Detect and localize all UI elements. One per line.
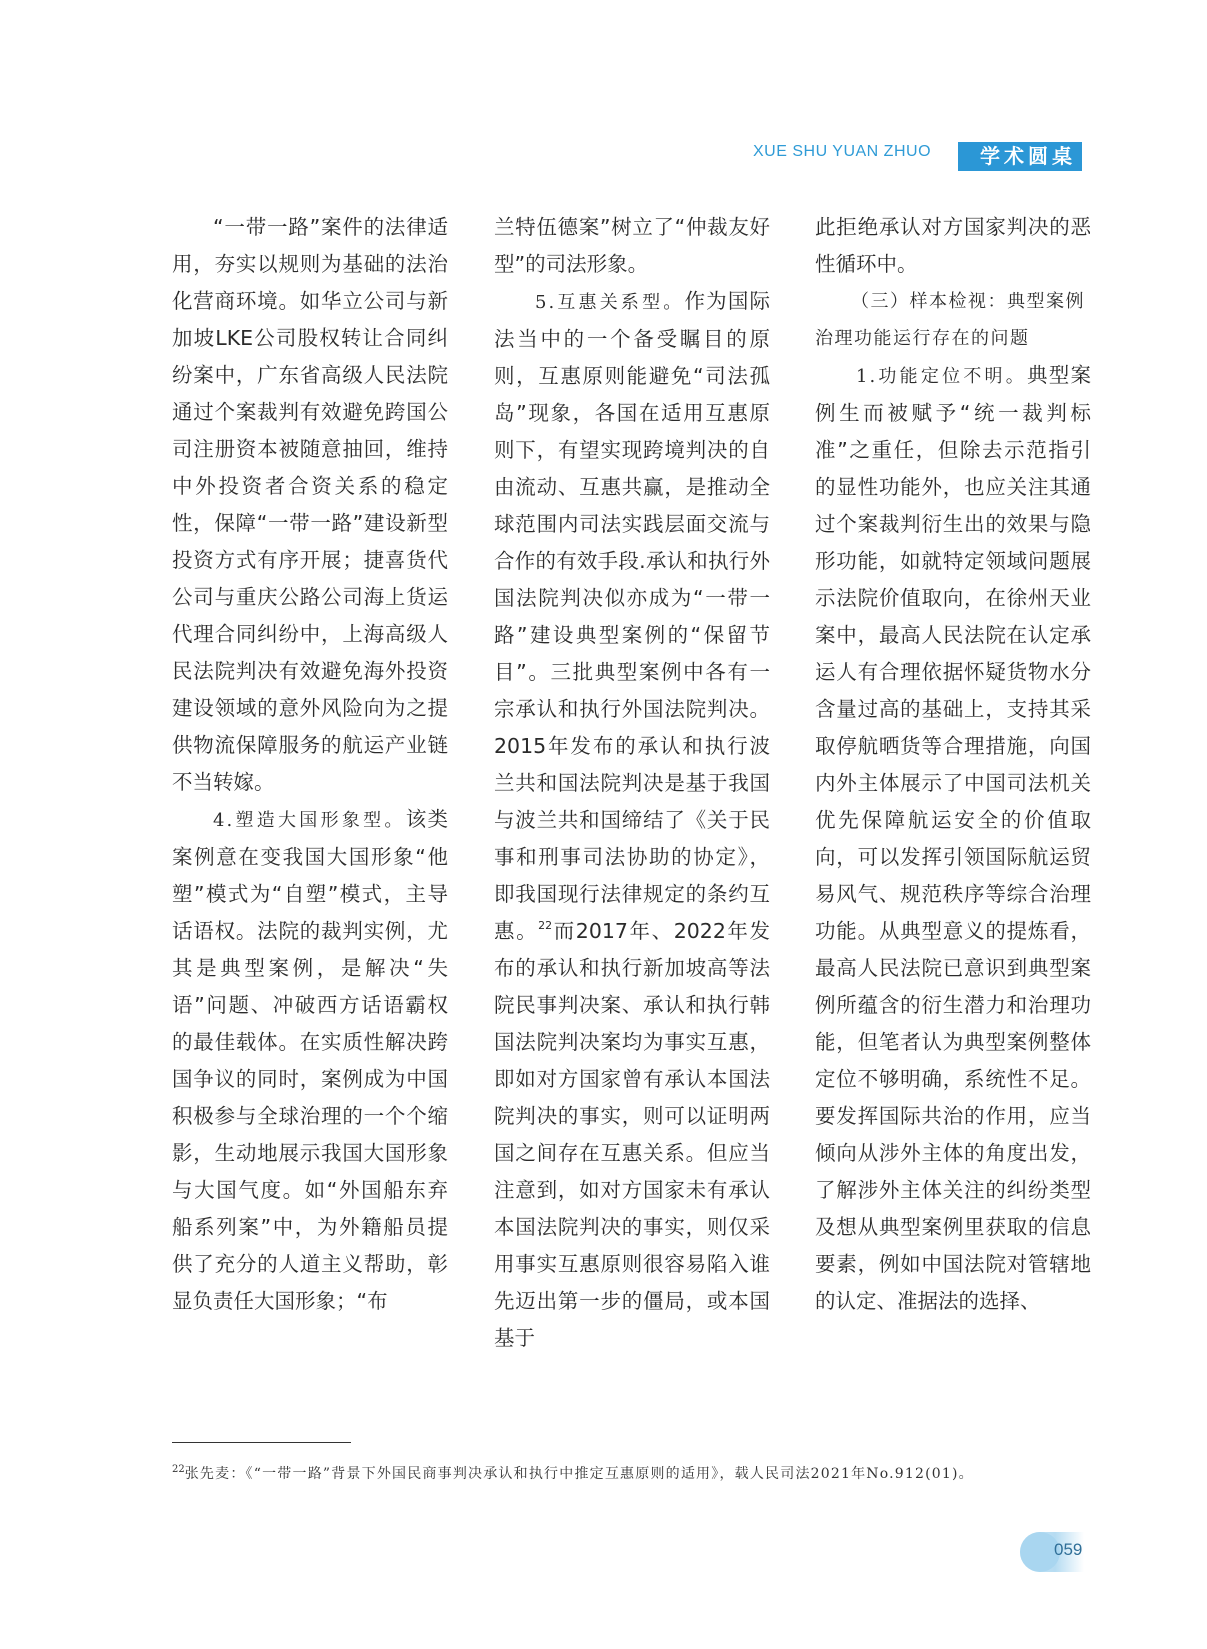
section-title-en: XUE SHU YUAN ZHUO [753,143,932,160]
paragraph-text: 典型案例生而被赋予“统一裁判标准”之重任，但除去示范指引的显性功能外，也应关注其通过个案裁判衍生出的效果与隐形功能，如就特定领域问题展示法院价值取向，在徐州天业案中，最高人民法院在认定承运人有合理依据怀疑货物水分含量过高的基础上，支持其采取停航晒货等合理措施，向国内外主体展示了中国司法机关优先保障航运安全的价值取向，可以发挥引领国际航运贸易风气、规范秩序等综合治理功能。从典型意义的提炼看，最高人民法院已意识到典型案例所蕴含的衍生潜力和治理功能，但笔者认为典型案例整体定位不够明确，系统性不足。要发挥国际共治的作用，应当倾向从涉外主体的角度出发，了解涉外主体关注的纠纷类型及想从典型案例里获取的信息要素，例如中国法院对管辖地的认定、准据法的选择、 [815,363,1091,1313]
paragraph: 兰特伍德案”树立了“仲裁友好型”的司法形象。 [494,215,770,276]
subsection-heading: 4.塑造大国形象型。 [213,810,406,831]
page-number-tab [1020,1532,1084,1572]
paragraph-text: 该类案例意在变我国大国形象“他塑”模式为“自塑”模式，主导话语权。法院的裁判实例，尤其是典型案例，是解决“失语”问题、冲破西方话语霸权的最佳载体。在实质性解决跨国争议的同时，案例成为中国积极参与全球治理的一个个缩影，生动地展示我国大国形象与大国气度。如“外国船东弃船系列案”中，为外籍船员提供了充分的人道主义帮助，彰显负责任大国形象；“布 [172,807,448,1313]
text-column-1 [172,209,448,1320]
paragraph [815,357,1091,1320]
footnote [172,1462,1092,1487]
footnote-divider [172,1442,351,1443]
page-number: 059 [1054,1540,1083,1559]
text-column-2 [494,209,770,1357]
section-title-badge: 学术圆桌 [958,142,1082,171]
footnote-reference[interactable]: 22 [538,919,553,932]
subsection-heading: 5.互惠关系型。 [535,292,685,313]
paragraph: 此拒绝承认对方国家判决的恶性循环中。 [815,215,1091,276]
subsection-heading: 1.功能定位不明。 [856,366,1028,387]
paragraph-text: 而2017年、2022年发布的承认和执行新加坡高等法院民事判决案、承认和执行韩国法院判决案均为事实互惠，即如对方国家曾有承认本国法院判决的事实，则可以证明两国之间存在互惠关系。但应当注意到，如对方国家未有承认本国法院判决的事实，则仅采用事实互惠原则很容易陷入谁先迈出第一步的僵局，或本国基于 [494,919,771,1350]
paragraph-text: 作为国际法当中的一个备受瞩目的原则，互惠原则能避免“司法孤岛”现象，各国在适用互惠原则下，有望实现跨境判决的自由流动、互惠共赢，是推动全球范围内司法实践层面交流与合作的有效手段.承认和执行外国法院判决似亦成为“一带一路”建设典型案例的“保留节目”。三批典型案例中各有一宗承认和执行外国法院判决。2015年发布的承认和执行波兰共和国法院判决是基于我国与波兰共和国缔结了《关于民事和刑事司法协助的协定》，即我国现行法律规定的条约互惠。 [494,289,770,943]
footnote-text: 张先麦：《“一带一路”背景下外国民商事判决承认和执行中推定互惠原则的适用》，载人民司法2021年No.912(01)。 [184,1466,974,1482]
paragraph [172,801,448,1320]
text-column-3 [815,209,1091,1320]
paragraph: “一带一路”案件的法律适用，夯实以规则为基础的法治化营商环境。如华立公司与新加坡LKE公司股权转让合同纠纷案中，广东省高级人民法院通过个案裁判有效避免跨国公司注册资本被随意抽回，维持中外投资者合资关系的稳定性，保障“一带一路”建设新型投资方式有序开展；捷喜货代公司与重庆公路公司海上货运代理合同纠纷中，上海高级人民法院判决有效避免海外投资建设领域的意外风险向为之提供物流保障服务的航运产业链不当转嫁。 [172,215,448,794]
paragraph [494,283,770,1357]
section-subheading: （三）样本检视：典型案例治理功能运行存在的问题 [815,291,1085,349]
footnote-number: 22 [172,1464,185,1475]
